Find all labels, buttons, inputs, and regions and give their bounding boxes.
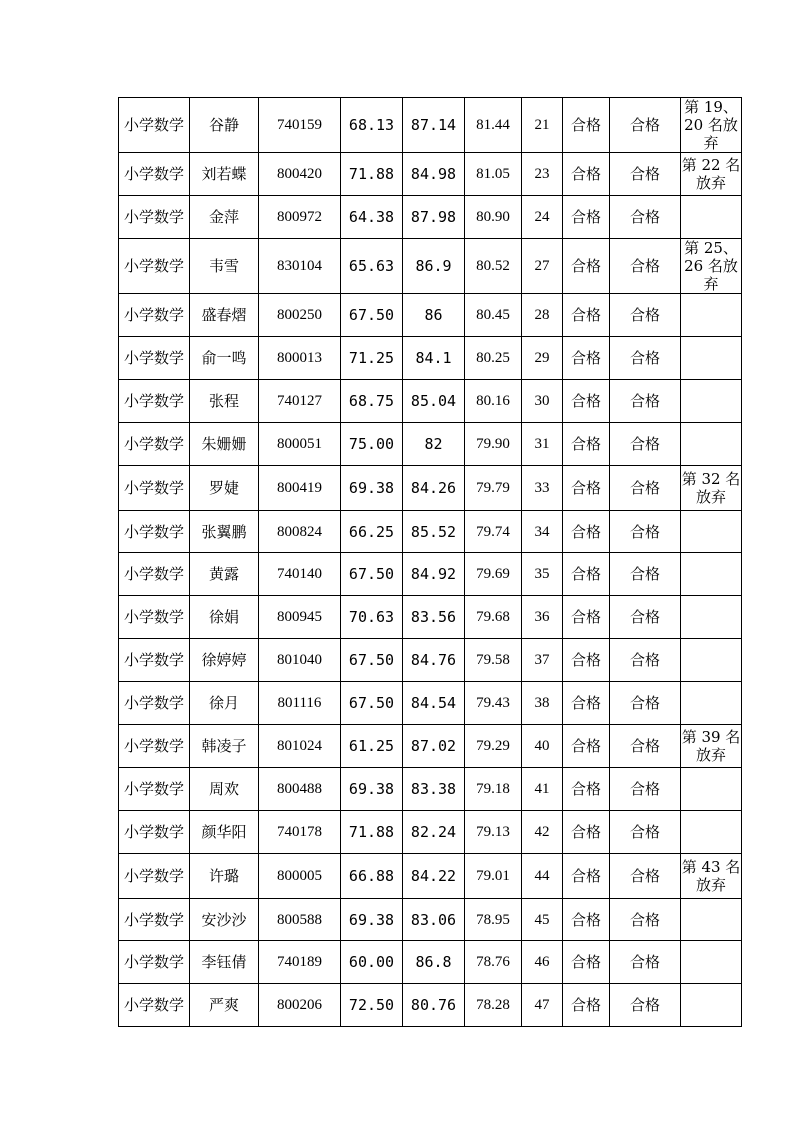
physical-check-cell: 合格: [610, 553, 681, 596]
subject-cell: 小学数学: [119, 899, 190, 941]
total-score-cell: 78.76: [465, 941, 522, 984]
physical-check-cell: 合格: [610, 337, 681, 380]
subject-cell: 小学数学: [119, 511, 190, 553]
subject-cell: 小学数学: [119, 811, 190, 854]
interview-score-cell: 87.02: [403, 725, 465, 768]
qualification-check-cell: 合格: [563, 854, 610, 899]
note-cell: [681, 294, 742, 337]
name-cell: 朱姗姗: [190, 423, 259, 466]
name-cell: 俞一鸣: [190, 337, 259, 380]
total-score-cell: 80.90: [465, 196, 522, 239]
rank-cell: 36: [522, 596, 563, 639]
written-score-cell: 69.38: [341, 899, 403, 941]
written-score-cell: 69.38: [341, 466, 403, 511]
candidate-id-cell: 800013: [259, 337, 341, 380]
total-score-cell: 79.74: [465, 511, 522, 553]
note-cell: 第 22 名放弃: [681, 153, 742, 196]
written-score-cell: 69.38: [341, 768, 403, 811]
interview-score-cell: 87.14: [403, 98, 465, 153]
name-cell: 徐月: [190, 682, 259, 725]
name-cell: 刘若蝶: [190, 153, 259, 196]
written-score-cell: 71.25: [341, 337, 403, 380]
name-cell: 徐婷婷: [190, 639, 259, 682]
subject-cell: 小学数学: [119, 768, 190, 811]
candidate-id-cell: 740178: [259, 811, 341, 854]
candidate-id-cell: 740159: [259, 98, 341, 153]
interview-score-cell: 85.52: [403, 511, 465, 553]
name-cell: 颜华阳: [190, 811, 259, 854]
total-score-cell: 79.43: [465, 682, 522, 725]
interview-score-cell: 84.76: [403, 639, 465, 682]
rank-cell: 30: [522, 380, 563, 423]
subject-cell: 小学数学: [119, 196, 190, 239]
candidate-id-cell: 800250: [259, 294, 341, 337]
rank-cell: 28: [522, 294, 563, 337]
table-body: [119, 98, 742, 1027]
total-score-cell: 80.52: [465, 239, 522, 294]
subject-cell: 小学数学: [119, 725, 190, 768]
total-score-cell: 79.79: [465, 466, 522, 511]
note-cell: 第 43 名放弃: [681, 854, 742, 899]
qualification-check-cell: 合格: [563, 196, 610, 239]
note-cell: 第 32 名放弃: [681, 466, 742, 511]
name-cell: 韩凌子: [190, 725, 259, 768]
physical-check-cell: 合格: [610, 811, 681, 854]
qualification-check-cell: 合格: [563, 380, 610, 423]
name-cell: 周欢: [190, 768, 259, 811]
table-row: [119, 899, 742, 941]
qualification-check-cell: 合格: [563, 98, 610, 153]
note-cell: [681, 423, 742, 466]
table-row: [119, 337, 742, 380]
rank-cell: 44: [522, 854, 563, 899]
table-row: [119, 768, 742, 811]
total-score-cell: 79.90: [465, 423, 522, 466]
interview-score-cell: 85.04: [403, 380, 465, 423]
note-cell: [681, 941, 742, 984]
rank-cell: 29: [522, 337, 563, 380]
subject-cell: 小学数学: [119, 337, 190, 380]
physical-check-cell: 合格: [610, 899, 681, 941]
physical-check-cell: 合格: [610, 725, 681, 768]
total-score-cell: 81.05: [465, 153, 522, 196]
written-score-cell: 66.88: [341, 854, 403, 899]
interview-score-cell: 84.1: [403, 337, 465, 380]
interview-score-cell: 84.22: [403, 854, 465, 899]
name-cell: 安沙沙: [190, 899, 259, 941]
physical-check-cell: 合格: [610, 511, 681, 553]
subject-cell: 小学数学: [119, 682, 190, 725]
total-score-cell: 79.18: [465, 768, 522, 811]
interview-score-cell: 83.06: [403, 899, 465, 941]
name-cell: 金萍: [190, 196, 259, 239]
note-cell: [681, 682, 742, 725]
name-cell: 张翼鹏: [190, 511, 259, 553]
subject-cell: 小学数学: [119, 596, 190, 639]
table-row: [119, 811, 742, 854]
candidate-id-cell: 800488: [259, 768, 341, 811]
written-score-cell: 68.75: [341, 380, 403, 423]
subject-cell: 小学数学: [119, 941, 190, 984]
table-row: [119, 98, 742, 153]
qualification-check-cell: 合格: [563, 511, 610, 553]
interview-score-cell: 84.54: [403, 682, 465, 725]
total-score-cell: 80.45: [465, 294, 522, 337]
note-cell: [681, 196, 742, 239]
candidate-id-cell: 800945: [259, 596, 341, 639]
candidate-id-cell: 800051: [259, 423, 341, 466]
total-score-cell: 79.01: [465, 854, 522, 899]
table-row: [119, 854, 742, 899]
candidate-id-cell: 800588: [259, 899, 341, 941]
total-score-cell: 78.95: [465, 899, 522, 941]
total-score-cell: 81.44: [465, 98, 522, 153]
interview-score-cell: 83.38: [403, 768, 465, 811]
name-cell: 盛春熠: [190, 294, 259, 337]
subject-cell: 小学数学: [119, 380, 190, 423]
rank-cell: 23: [522, 153, 563, 196]
written-score-cell: 68.13: [341, 98, 403, 153]
written-score-cell: 67.50: [341, 639, 403, 682]
table-row: [119, 941, 742, 984]
physical-check-cell: 合格: [610, 423, 681, 466]
table-row: [119, 196, 742, 239]
candidate-id-cell: 830104: [259, 239, 341, 294]
physical-check-cell: 合格: [610, 682, 681, 725]
written-score-cell: 67.50: [341, 294, 403, 337]
interview-score-cell: 86: [403, 294, 465, 337]
table-row: [119, 294, 742, 337]
note-cell: [681, 811, 742, 854]
interview-score-cell: 82.24: [403, 811, 465, 854]
interview-score-cell: 84.98: [403, 153, 465, 196]
candidate-id-cell: 740127: [259, 380, 341, 423]
subject-cell: 小学数学: [119, 423, 190, 466]
subject-cell: 小学数学: [119, 984, 190, 1027]
table-row: [119, 639, 742, 682]
qualification-check-cell: 合格: [563, 682, 610, 725]
interview-score-cell: 84.92: [403, 553, 465, 596]
physical-check-cell: 合格: [610, 196, 681, 239]
interview-score-cell: 83.56: [403, 596, 465, 639]
table-row: [119, 153, 742, 196]
rank-cell: 47: [522, 984, 563, 1027]
interview-score-cell: 80.76: [403, 984, 465, 1027]
rank-cell: 42: [522, 811, 563, 854]
table-row: [119, 725, 742, 768]
name-cell: 黄露: [190, 553, 259, 596]
name-cell: 许璐: [190, 854, 259, 899]
physical-check-cell: 合格: [610, 294, 681, 337]
physical-check-cell: 合格: [610, 98, 681, 153]
candidate-id-cell: 800420: [259, 153, 341, 196]
qualification-check-cell: 合格: [563, 294, 610, 337]
written-score-cell: 75.00: [341, 423, 403, 466]
note-cell: 第 25、26 名放弃: [681, 239, 742, 294]
table-row: [119, 984, 742, 1027]
note-cell: [681, 639, 742, 682]
physical-check-cell: 合格: [610, 941, 681, 984]
qualification-check-cell: 合格: [563, 153, 610, 196]
written-score-cell: 71.88: [341, 811, 403, 854]
rank-cell: 41: [522, 768, 563, 811]
physical-check-cell: 合格: [610, 768, 681, 811]
rank-cell: 40: [522, 725, 563, 768]
name-cell: 韦雪: [190, 239, 259, 294]
qualification-check-cell: 合格: [563, 337, 610, 380]
rank-cell: 34: [522, 511, 563, 553]
qualification-check-cell: 合格: [563, 768, 610, 811]
rank-cell: 37: [522, 639, 563, 682]
note-cell: 第 39 名放弃: [681, 725, 742, 768]
note-cell: [681, 768, 742, 811]
written-score-cell: 60.00: [341, 941, 403, 984]
candidate-id-cell: 740189: [259, 941, 341, 984]
written-score-cell: 70.63: [341, 596, 403, 639]
total-score-cell: 80.16: [465, 380, 522, 423]
subject-cell: 小学数学: [119, 153, 190, 196]
candidate-id-cell: 801040: [259, 639, 341, 682]
candidate-id-cell: 800005: [259, 854, 341, 899]
name-cell: 李钰倩: [190, 941, 259, 984]
physical-check-cell: 合格: [610, 380, 681, 423]
qualification-check-cell: 合格: [563, 899, 610, 941]
total-score-cell: 79.13: [465, 811, 522, 854]
note-cell: [681, 984, 742, 1027]
total-score-cell: 79.29: [465, 725, 522, 768]
physical-check-cell: 合格: [610, 639, 681, 682]
subject-cell: 小学数学: [119, 854, 190, 899]
written-score-cell: 65.63: [341, 239, 403, 294]
written-score-cell: 61.25: [341, 725, 403, 768]
subject-cell: 小学数学: [119, 466, 190, 511]
interview-score-cell: 86.9: [403, 239, 465, 294]
note-cell: [681, 511, 742, 553]
interview-score-cell: 84.26: [403, 466, 465, 511]
rank-cell: 27: [522, 239, 563, 294]
name-cell: 谷静: [190, 98, 259, 153]
rank-cell: 24: [522, 196, 563, 239]
candidate-id-cell: 800419: [259, 466, 341, 511]
rank-cell: 31: [522, 423, 563, 466]
table-row: [119, 511, 742, 553]
physical-check-cell: 合格: [610, 153, 681, 196]
physical-check-cell: 合格: [610, 854, 681, 899]
candidate-id-cell: 800972: [259, 196, 341, 239]
physical-check-cell: 合格: [610, 984, 681, 1027]
total-score-cell: 79.69: [465, 553, 522, 596]
interview-score-cell: 82: [403, 423, 465, 466]
name-cell: 罗婕: [190, 466, 259, 511]
qualification-check-cell: 合格: [563, 423, 610, 466]
physical-check-cell: 合格: [610, 596, 681, 639]
qualification-check-cell: 合格: [563, 596, 610, 639]
qualification-check-cell: 合格: [563, 811, 610, 854]
note-cell: [681, 553, 742, 596]
note-cell: 第 19、20 名放弃: [681, 98, 742, 153]
results-table: [118, 97, 742, 1027]
candidate-id-cell: 800206: [259, 984, 341, 1027]
rank-cell: 38: [522, 682, 563, 725]
total-score-cell: 80.25: [465, 337, 522, 380]
qualification-check-cell: 合格: [563, 984, 610, 1027]
subject-cell: 小学数学: [119, 239, 190, 294]
rank-cell: 33: [522, 466, 563, 511]
name-cell: 徐娟: [190, 596, 259, 639]
written-score-cell: 66.25: [341, 511, 403, 553]
table-row: [119, 466, 742, 511]
subject-cell: 小学数学: [119, 553, 190, 596]
written-score-cell: 72.50: [341, 984, 403, 1027]
name-cell: 严爽: [190, 984, 259, 1027]
total-score-cell: 79.68: [465, 596, 522, 639]
table-row: [119, 380, 742, 423]
qualification-check-cell: 合格: [563, 553, 610, 596]
table-row: [119, 239, 742, 294]
total-score-cell: 79.58: [465, 639, 522, 682]
rank-cell: 35: [522, 553, 563, 596]
qualification-check-cell: 合格: [563, 941, 610, 984]
subject-cell: 小学数学: [119, 294, 190, 337]
physical-check-cell: 合格: [610, 239, 681, 294]
candidate-id-cell: 801024: [259, 725, 341, 768]
rank-cell: 45: [522, 899, 563, 941]
written-score-cell: 64.38: [341, 196, 403, 239]
interview-score-cell: 86.8: [403, 941, 465, 984]
note-cell: [681, 596, 742, 639]
subject-cell: 小学数学: [119, 639, 190, 682]
written-score-cell: 67.50: [341, 682, 403, 725]
note-cell: [681, 899, 742, 941]
rank-cell: 21: [522, 98, 563, 153]
qualification-check-cell: 合格: [563, 725, 610, 768]
written-score-cell: 71.88: [341, 153, 403, 196]
table-row: [119, 596, 742, 639]
written-score-cell: 67.50: [341, 553, 403, 596]
note-cell: [681, 337, 742, 380]
candidate-id-cell: 800824: [259, 511, 341, 553]
subject-cell: 小学数学: [119, 98, 190, 153]
total-score-cell: 78.28: [465, 984, 522, 1027]
table-row: [119, 553, 742, 596]
name-cell: 张程: [190, 380, 259, 423]
candidate-id-cell: 801116: [259, 682, 341, 725]
note-cell: [681, 380, 742, 423]
candidate-id-cell: 740140: [259, 553, 341, 596]
rank-cell: 46: [522, 941, 563, 984]
table-row: [119, 682, 742, 725]
qualification-check-cell: 合格: [563, 466, 610, 511]
qualification-check-cell: 合格: [563, 239, 610, 294]
interview-score-cell: 87.98: [403, 196, 465, 239]
physical-check-cell: 合格: [610, 466, 681, 511]
qualification-check-cell: 合格: [563, 639, 610, 682]
table-row: [119, 423, 742, 466]
